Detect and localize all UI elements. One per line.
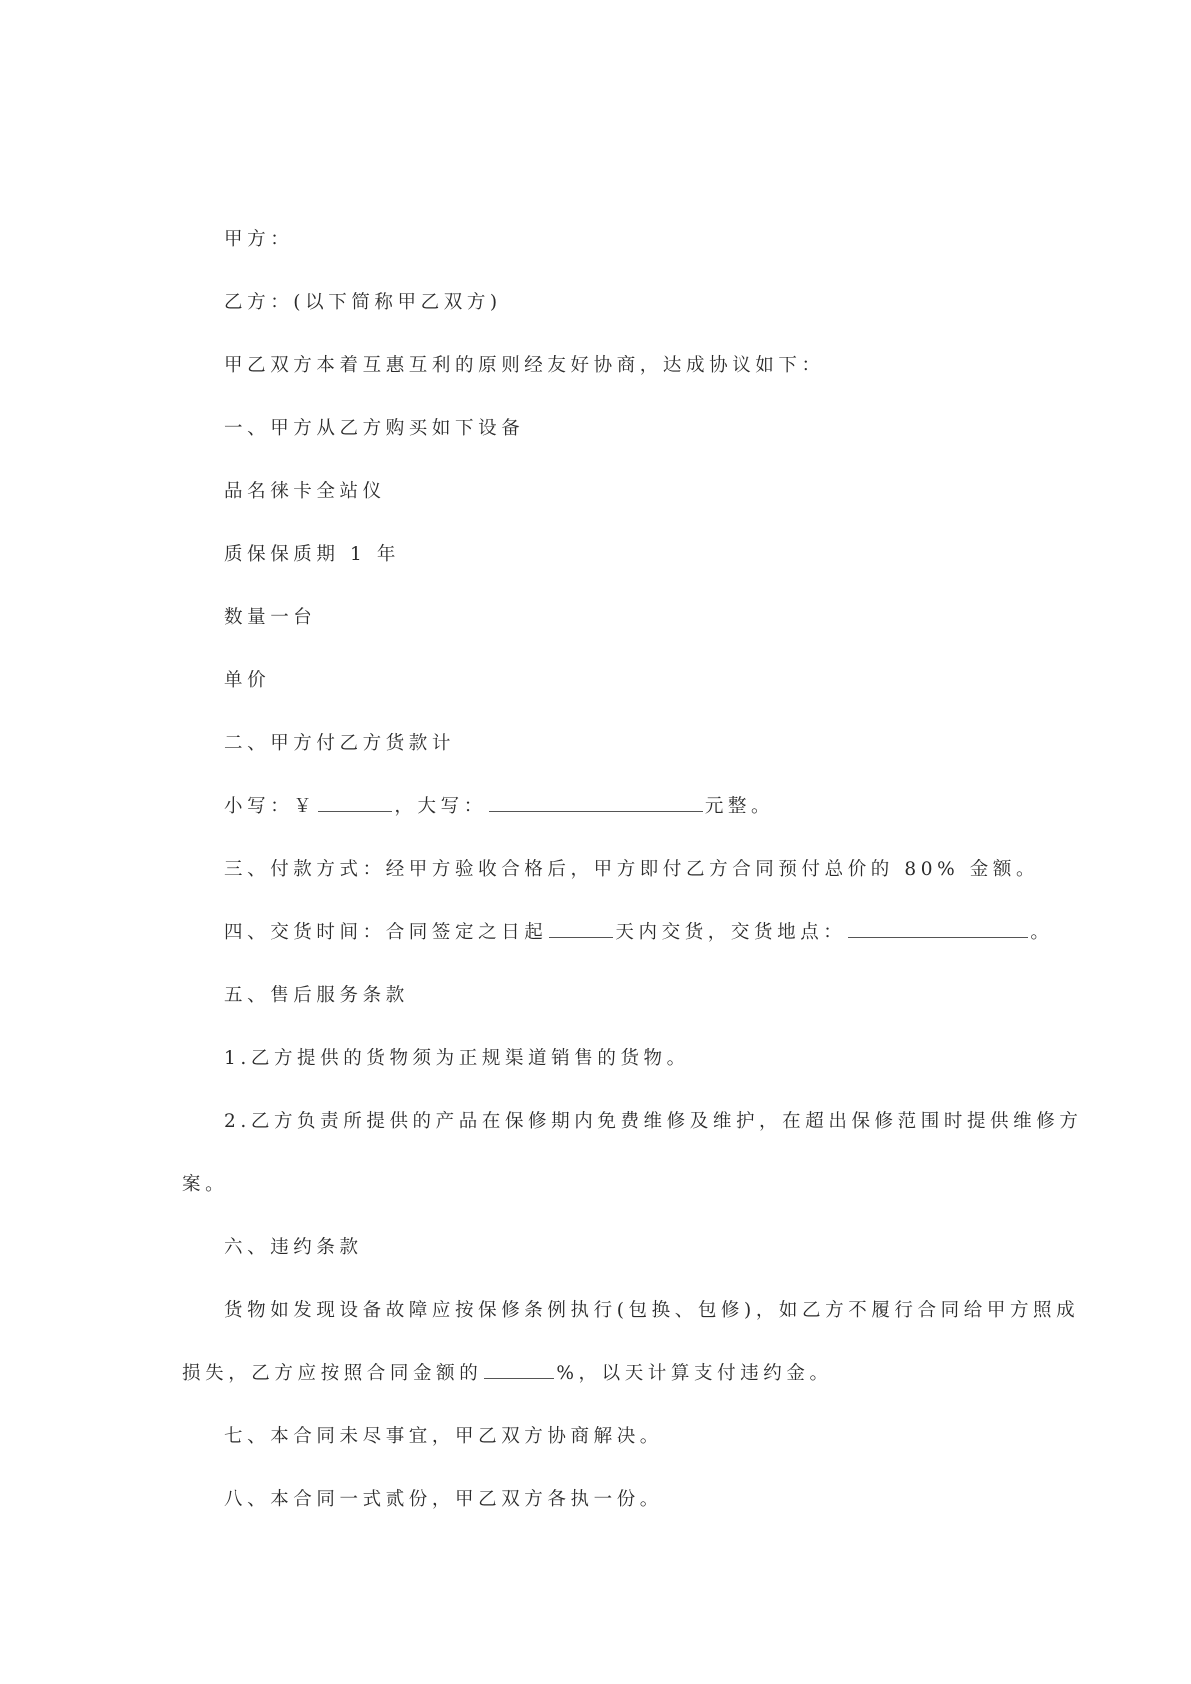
section-5-item-2-line-2: 案。	[182, 1174, 229, 1195]
party-b-line: 乙方：(以下简称甲乙双方)	[224, 292, 502, 313]
section-5-item-1: 1.乙方提供的货物须为正规渠道销售的货物。	[224, 1048, 690, 1069]
amount-big-blank[interactable]	[489, 795, 703, 812]
penalty-suffix: %，以天计算支付违约金。	[556, 1363, 833, 1384]
amount-small-label: 小写：￥	[224, 796, 317, 817]
amount-line	[224, 795, 774, 819]
section-8: 八、本合同一式贰份，甲乙双方各执一份。	[224, 1489, 663, 1510]
section-2-title: 二、甲方付乙方货款计	[224, 733, 456, 754]
delivery-prefix: 四、交货时间：合同签定之日起	[224, 922, 548, 943]
party-a-line: 甲方：	[224, 229, 294, 250]
item-name: 品名徕卡全站仪	[224, 481, 386, 502]
delivery-place-blank[interactable]	[848, 921, 1028, 938]
section-6-title: 六、违约条款	[224, 1237, 363, 1258]
section-7: 七、本合同未尽事宜，甲乙双方协商解决。	[224, 1426, 663, 1447]
item-quantity: 数量一台	[224, 607, 317, 628]
amount-small-blank[interactable]	[318, 795, 392, 812]
section-6-line-1: 货物如发现设备故障应按保修条例执行(包换、包修)，如乙方不履行合同给甲方照成	[224, 1300, 1080, 1321]
section-6-line-2	[182, 1362, 833, 1386]
section-5-title: 五、售后服务条款	[224, 985, 409, 1006]
penalty-percent-blank[interactable]	[484, 1362, 554, 1379]
amount-big-label: ，大写：	[394, 796, 487, 817]
delivery-middle: 天内交货，交货地点：	[615, 922, 847, 943]
delivery-days-blank[interactable]	[549, 921, 613, 938]
section-3-payment: 三、付款方式：经甲方验收合格后，甲方即付乙方合同预付总价的 80% 金额。	[224, 859, 1040, 880]
amount-suffix: 元整。	[704, 796, 775, 817]
preamble-line: 甲乙双方本着互惠互利的原则经友好协商，达成协议如下：	[224, 355, 825, 376]
item-unit-price: 单价	[224, 670, 271, 691]
penalty-prefix: 损失，乙方应按照合同金额的	[182, 1363, 483, 1384]
delivery-suffix: 。	[1030, 922, 1054, 943]
section-1-title: 一、甲方从乙方购买如下设备	[224, 418, 525, 439]
section-4-delivery	[224, 921, 1054, 945]
item-warranty: 质保保质期 1 年	[224, 544, 400, 565]
section-5-item-2-line-1: 2.乙方负责所提供的产品在保修期内免费维修及维护，在超出保修范围时提供维修方	[224, 1111, 1083, 1132]
